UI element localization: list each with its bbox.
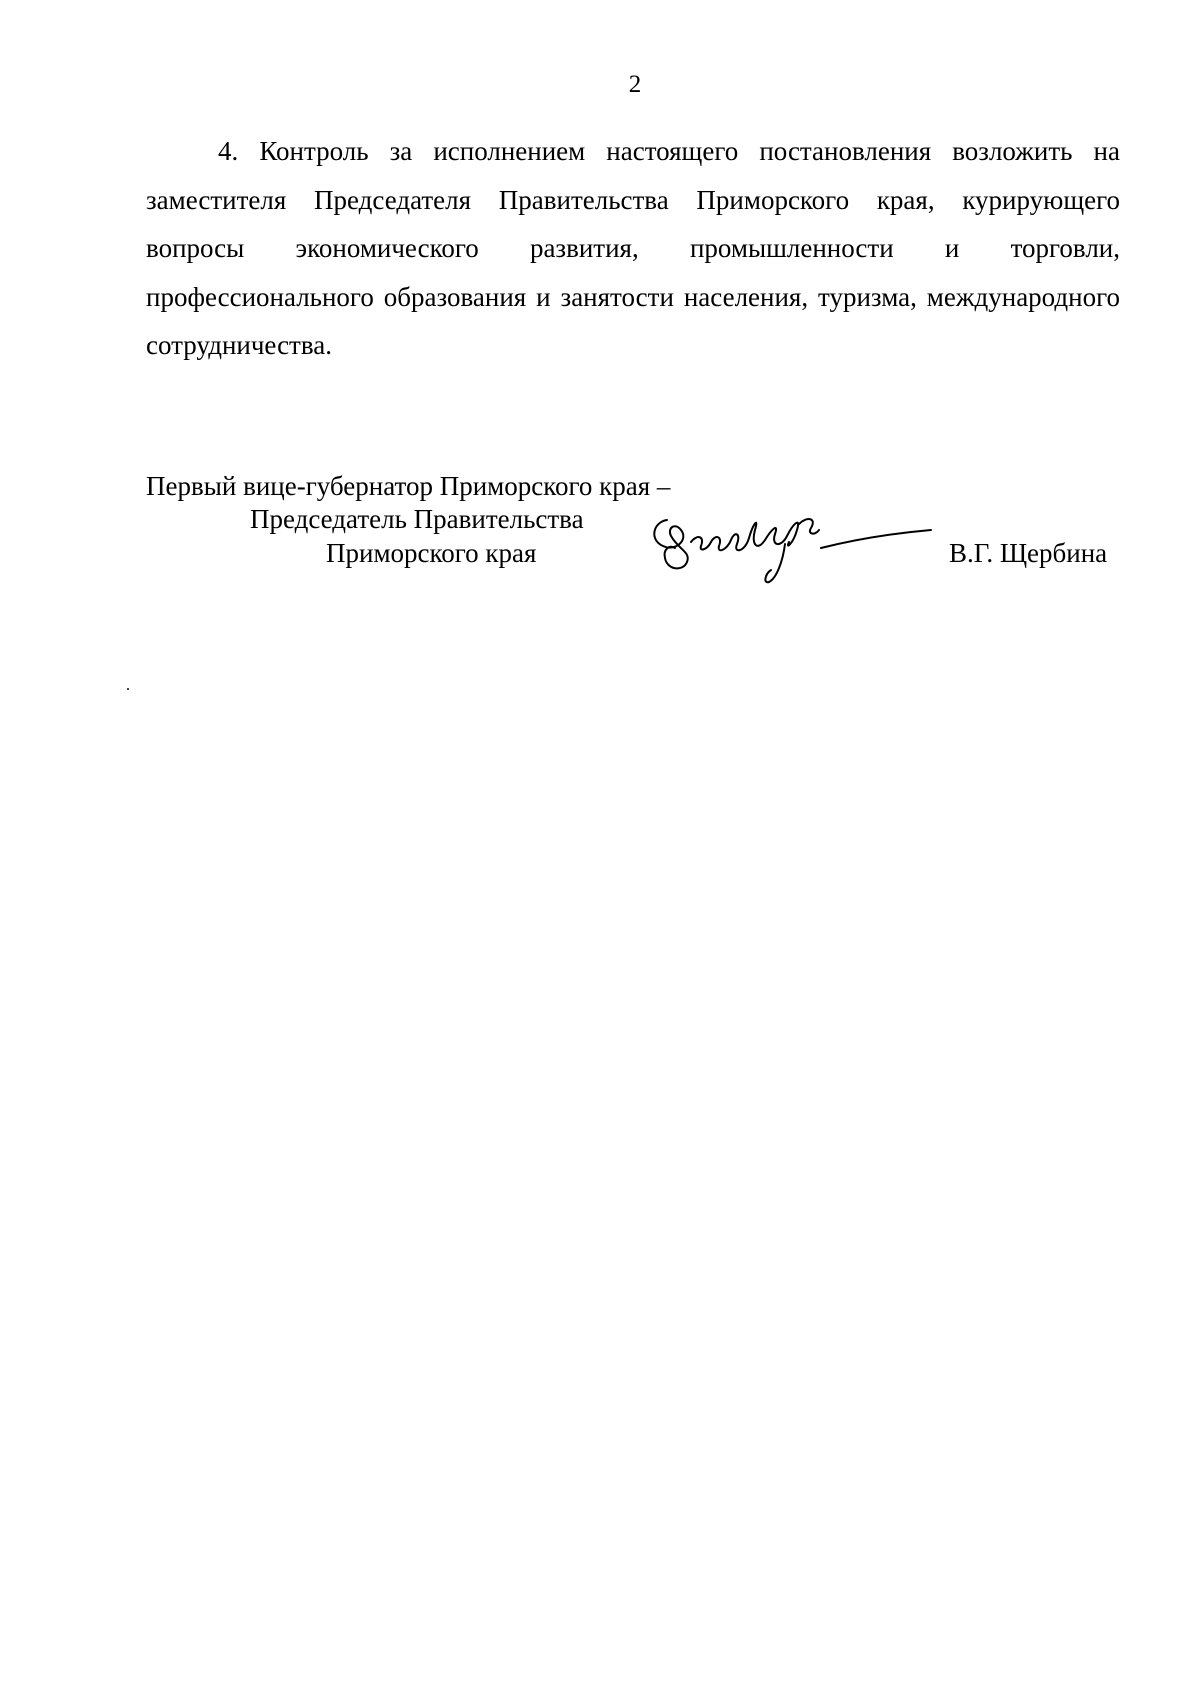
body-paragraph: 4. Контроль за исполнением настоящего постановления возложить на заместителя Председателя Правительства Приморского края, курирующего вопросы экономического развития, промышленности и торговли, профессионального образования и занятости населения, туризма, международного сотрудничества. bbox=[146, 136, 1120, 360]
scan-speck bbox=[127, 688, 129, 690]
page-number: 2 bbox=[628, 71, 642, 98]
signer-name: В.Г. Щербина bbox=[949, 538, 1108, 568]
signer-title-line-1: Первый вице-губернатор Приморского края – bbox=[146, 471, 671, 501]
signer-title-line-3: Приморского края bbox=[326, 538, 537, 568]
handwritten-signature bbox=[645, 500, 945, 600]
signer-title-line-2: Председатель Правительства bbox=[250, 504, 584, 534]
